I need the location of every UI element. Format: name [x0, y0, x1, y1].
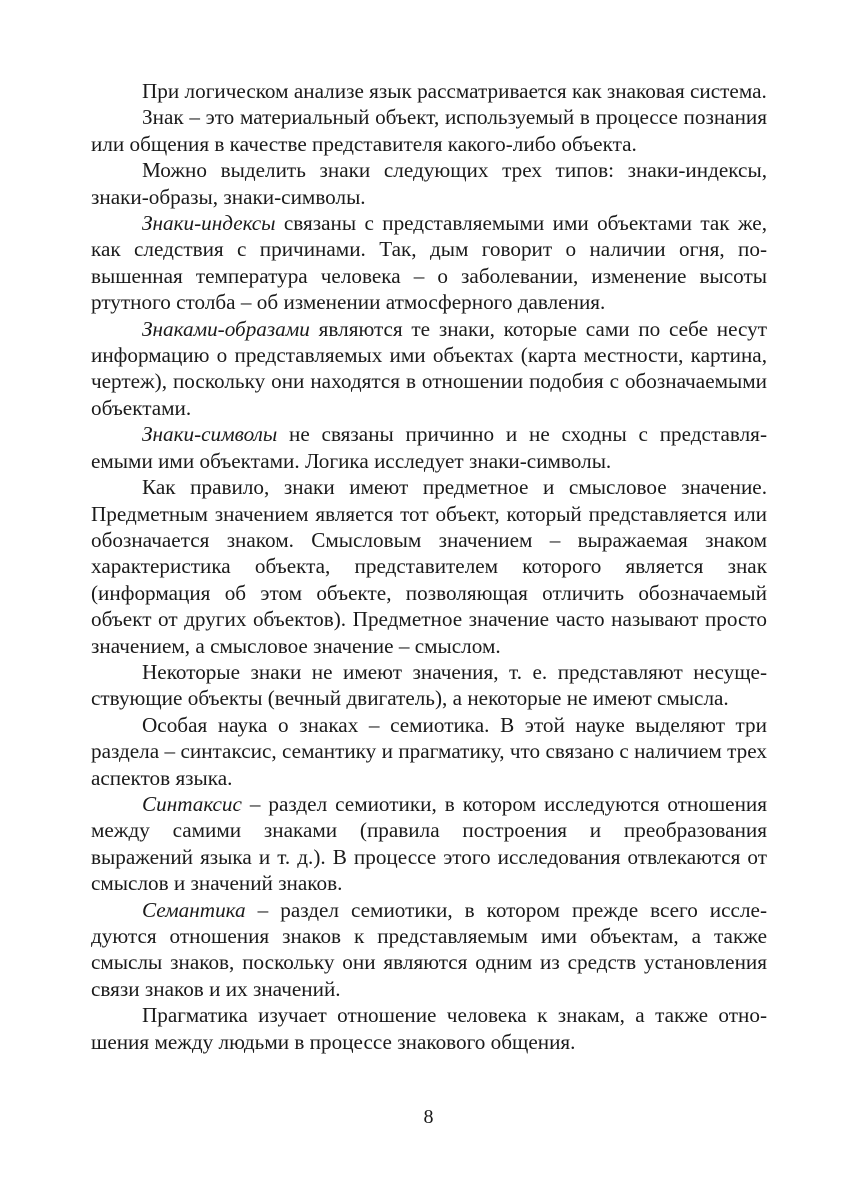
paragraph-9: [91, 712, 767, 791]
paragraph-8: [91, 659, 767, 712]
paragraph-2: [91, 104, 767, 157]
paragraph-5-italic-term: Знаками-образами: [142, 316, 310, 341]
page-number: 8: [423, 1106, 434, 1128]
paragraph-12: [91, 1002, 767, 1055]
paragraph-3-text: Можно выделить знаки следующих трех типов: знаки-индексы, знаки-образы, знаки-символы.: [91, 158, 767, 209]
paragraph-5: [91, 316, 767, 422]
paragraph-11-text: – раздел семиотики, в котором прежде всего исследуются отношения знаков к представляемым ими объектам, а также смыслы знаков, поскольку они являются одним из средств установления связи знаков и их значений.: [91, 897, 767, 1001]
paragraph-4: [91, 210, 767, 316]
paragraph-12-text: Прагматика изучает отношение человека к знакам, а также отношения между людьми в процессе знакового общения.: [91, 1003, 767, 1054]
paragraph-8-text: Некоторые знаки не имеют значения, т. е. представляют несуществующие объекты (вечный двигатель), а некоторые не имеют смысла.: [91, 659, 767, 711]
paragraph-1: [91, 78, 767, 104]
paragraph-4-text: связаны с представляемыми ими объектами так же, как следствия с причинами. Так, дым говорит о наличии огня, повышенная температура человека – о заболевании, изменение высоты ртутного столба – об изменении атмосферного давления.: [91, 211, 767, 315]
paragraph-7-text: Как правило, знаки имеют предметное и смысловое значение. Предметным значением является тот объект, который представляется или обозначается знаком. Смысловым значением – выражаемая знаком характеристика объекта, представителем которого является знак (информация об этом объекте, позволяющая отличить обозначаемый объект от других объектов). Предметное значение часто называют просто значением, а смысловое значение – смыслом.: [91, 475, 767, 658]
paragraph-6-italic-term: Знаки-символы: [142, 422, 278, 447]
paragraph-9-text: Особая наука о знаках – семиотика. В этой науке выделяют три раздела – синтаксис, семантику и прагматику, что связано с наличием трех аспектов языка.: [91, 712, 767, 790]
paragraph-11: [91, 897, 767, 1003]
paragraph-10: [91, 791, 767, 897]
paragraph-10-italic-term: Синтаксис: [142, 791, 242, 816]
paragraph-1-text: При логическом анализе язык рассматривается как знаковая система.: [142, 79, 767, 103]
paragraph-6: [91, 421, 767, 474]
paragraph-3: [91, 157, 767, 210]
paragraph-6-text: не связаны причинно и не сходны с представляемыми ими объектами. Логика исследует знаки-символы.: [91, 422, 767, 473]
paragraph-10-text: – раздел семиотики, в котором исследуются отношения между самими знаками (правила построения и преобразования выражений языка и т. д.). В процессе этого исследования отвлекаются от смыслов и значений знаков.: [91, 791, 767, 896]
paragraph-7: [91, 474, 767, 659]
paragraph-5-text: являются те знаки, которые сами по себе несут информацию о представляемых ими объектах (карта местности, картина, чертеж), поскольку они находятся в отношении подобия с обозначаемыми объектами.: [91, 316, 767, 420]
body-text: [91, 78, 767, 1055]
paragraph-11-italic-term: Семантика: [142, 897, 246, 922]
paragraph-2-text: Знак – это материальный объект, используемый в процессе познания или общения в качестве представителя какого-либо объекта.: [91, 105, 767, 156]
paragraph-4-italic-term: Знаки-индексы: [142, 211, 276, 236]
